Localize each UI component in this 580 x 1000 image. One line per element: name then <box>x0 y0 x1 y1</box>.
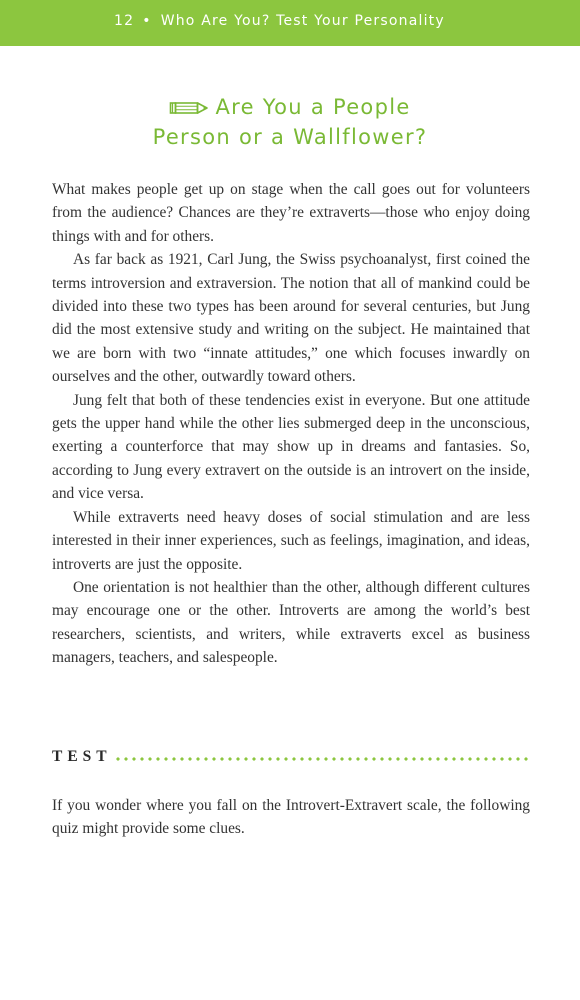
body-paragraph-5: One orientation is not healthier than the other, although different cultures may encourage one or the other. Introverts are among the world’s best researchers, scientists, and writers, while extraverts excel as business managers, teachers, and salespeople. <box>52 578 530 667</box>
section-title-text-1: Are You a People <box>215 95 411 119</box>
body-paragraph-4: While extraverts need heavy doses of social stimulation and are less interested in their inner experiences, such as feelings, imagination, and ideas, introverts are just the opposite. <box>52 508 530 573</box>
page-number: 12 <box>114 13 135 29</box>
body-text <box>52 178 530 670</box>
header-separator: • <box>142 13 152 29</box>
dotted-rule <box>114 757 530 761</box>
test-label: TEST <box>52 748 112 765</box>
section-title-line-1 <box>0 92 580 122</box>
body-paragraph-3: Jung felt that both of these tendencies exist in everyone. But one attitude gets the upper hand while the other lies submerged deep in the unconscious, exerting a counterforce that may show up in dreams and fantasies. So, according to Jung every extravert on the outside is an introvert on the inside, and vice versa. <box>52 391 530 503</box>
body-paragraph-1: What makes people get up on stage when the call goes out for volunteers from the audience? Chances are they’re extraverts—those who enjoy doing things with and for others. <box>52 181 530 245</box>
pencil-icon <box>169 100 209 116</box>
test-intro <box>52 794 530 841</box>
running-header-bar <box>0 0 580 46</box>
book-title: Who Are You? Test Your Personality <box>160 13 445 29</box>
section-title <box>0 92 580 152</box>
test-intro-paragraph: If you wonder where you fall on the Introvert-Extravert scale, the following quiz might provide some clues. <box>52 797 530 838</box>
section-title-line-2: Person or a Wallflower? <box>152 125 428 149</box>
body-paragraph-2: As far back as 1921, Carl Jung, the Swiss psychoanalyst, first coined the terms introversion and extraversion. The notion that all of mankind could be divided into these two types has been around for several centuries, but Jung did the most extensive study and writing on the subject. He maintained that we are born with two “innate attitudes,” one which focuses inwardly on ourselves and the other, outwardly toward others. <box>52 251 530 386</box>
running-head <box>114 13 445 29</box>
test-heading <box>52 745 530 769</box>
